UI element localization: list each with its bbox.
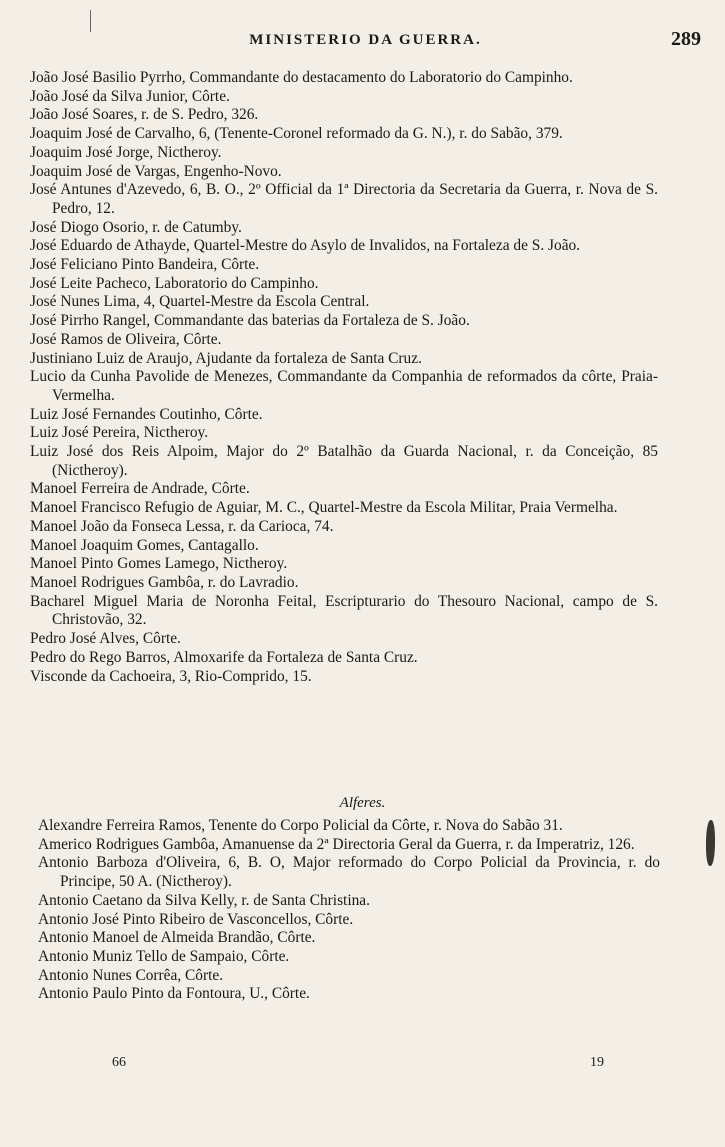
list-entry: José Eduardo de Athayde, Quartel-Mestre do Asylo de Invalidos, na Fortaleza de S. João. [30, 237, 581, 255]
list-entry: Antonio José Pinto Ribeiro de Vasconcellos, Côrte. [38, 910, 354, 928]
list-entry: Pedro do Rego Barros, Almoxarife da Fortaleza de Santa Cruz. [30, 648, 418, 666]
list-entry: Antonio Caetano da Silva Kelly, r. de Santa Christina. [38, 891, 370, 909]
list-entry: João José Basilio Pyrrho, Commandante do destacamento do Laboratorio do Campinho. [30, 69, 573, 86]
list-entry: Alexandre Ferreira Ramos, Tenente do Corpo Policial da Côrte, r. Nova do Sabão 31. [38, 817, 563, 834]
margin-mark [90, 10, 91, 32]
list-entry: Antonio Muniz Tello de Sampaio, Côrte. [38, 947, 290, 965]
list-entry: Pedro José Alves, Côrte. [30, 630, 181, 648]
section-heading-alferes: Alferes. [339, 795, 386, 811]
list-entry: José Antunes d'Azevedo, 6, B. O., 2º Official da 1ª Directoria da Secretaria da Guerra, r. Nova de S. Pedro, 12. [30, 181, 658, 217]
list-entry: José Diogo Osorio, r. de Catumby. [30, 218, 242, 236]
list-entry: Justiniano Luiz de Araujo, Ajudante da fortaleza de Santa Cruz. [30, 349, 422, 367]
list-entry: Luiz José Pereira, Nictheroy. [30, 424, 209, 442]
list-entry: Antonio Barboza d'Oliveira, 6, B. O, Major reformado do Corpo Policial da Provincia, r. do Principe, 50 A. (Nictheroy). [38, 854, 660, 891]
list-entry: Manoel Ferreira de Andrade, Côrte. [30, 480, 250, 498]
signature-mark-left: 66 [112, 1055, 126, 1070]
list-entry: Manoel Rodrigues Gambôa, r. do Lavradio. [30, 573, 299, 591]
list-entry: Joaquim José de Carvalho, 6, (Tenente-Coronel reformado da G. N.), r. do Sabão, 379. [30, 125, 563, 143]
list-entry: Americo Rodrigues Gambôa, Amanuense da 2ª Directoria Geral da Guerra, r. da Imperatriz, 126. [38, 835, 635, 853]
list-entry: Antonio Nunes Corrêa, Côrte. [38, 966, 224, 984]
page-number: 289 [671, 28, 701, 50]
list-entry: João José Soares, r. de S. Pedro, 326. [30, 106, 259, 124]
list-entry: Manoel João da Fonseca Lessa, r. da Carioca, 74. [30, 517, 334, 535]
list-entry: Joaquim José Jorge, Nictheroy. [30, 143, 222, 161]
list-entry: José Feliciano Pinto Bandeira, Côrte. [30, 256, 260, 274]
ink-blot [706, 820, 715, 866]
list-entry: Bacharel Miguel Maria de Noronha Feital, Escripturario do Thesouro Nacional, campo de S. Christovão, 32. [30, 592, 658, 629]
list-entry: João José da Silva Junior, Côrte. [30, 87, 230, 105]
list-entry: Manoel Francisco Refugio de Aguiar, M. C., Quartel-Mestre da Escola Militar, Praia Vermelha. [30, 499, 618, 517]
page-header [30, 28, 701, 56]
list-entry: José Ramos de Oliveira, Côrte. [30, 330, 222, 348]
list-entry: Lucio da Cunha Pavolide de Menezes, Commandante da Companhia de reformados da côrte, Praia-Vermelha. [30, 368, 658, 404]
list-entry: Luiz José Fernandes Coutinho, Côrte. [30, 405, 263, 423]
list-entry: José Nunes Lima, 4, Quartel-Mestre da Escola Central. [30, 293, 370, 311]
list-entry: Manoel Joaquim Gomes, Cantagallo. [30, 536, 259, 554]
list-entry: Visconde da Cachoeira, 3, Rio-Comprido, 15. [30, 667, 312, 685]
entry-list-alferes [38, 817, 660, 1004]
entry-list-main [30, 69, 658, 686]
list-entry: Antonio Manoel de Almeida Brandão, Côrte. [38, 929, 316, 947]
list-entry: Antonio Paulo Pinto da Fontoura, U., Côrte. [38, 985, 310, 1003]
list-entry: José Leite Pacheco, Laboratorio do Campinho. [30, 274, 319, 292]
signature-mark-right: 19 [590, 1055, 604, 1070]
list-entry: José Pirrho Rangel, Commandante das baterias da Fortaleza de S. João. [30, 312, 470, 330]
list-entry: Manoel Pinto Gomes Lamego, Nictheroy. [30, 555, 288, 573]
list-entry: Luiz José dos Reis Alpoim, Major do 2º Batalhão da Guarda Nacional, r. da Conceição, 85 (Nictheroy). [30, 443, 658, 479]
list-entry: Joaquim José de Vargas, Engenho-Novo. [30, 162, 282, 180]
running-title: MINISTERIO DA GUERRA. [249, 32, 482, 48]
